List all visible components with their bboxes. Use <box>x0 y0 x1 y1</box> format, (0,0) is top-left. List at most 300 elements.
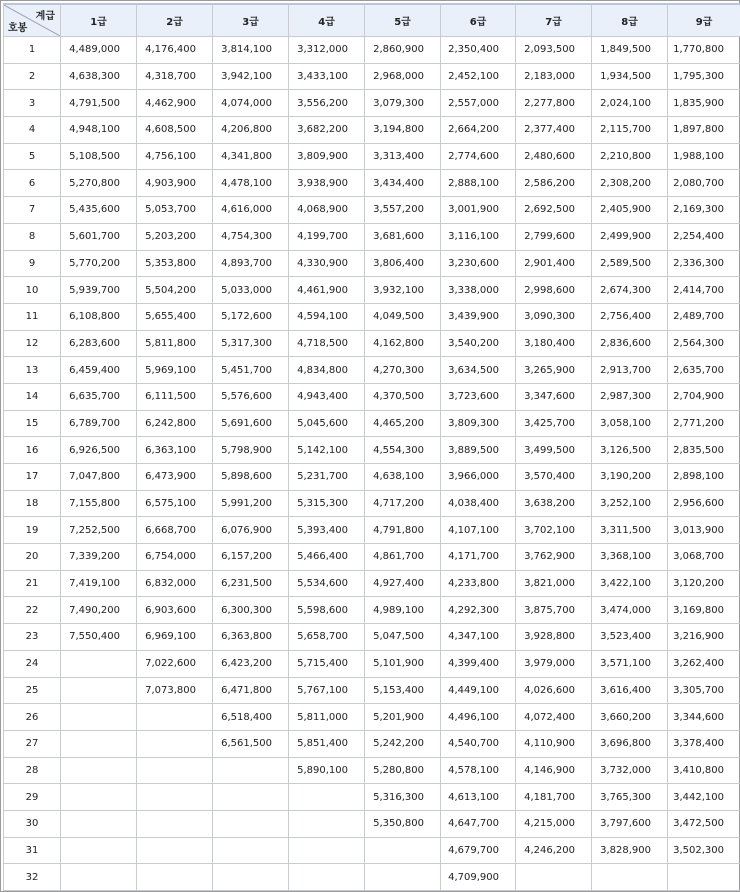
table-row <box>4 517 740 544</box>
salary-cell: 3,540,200 <box>441 330 516 357</box>
salary-cell: 4,578,100 <box>441 757 516 784</box>
salary-cell: 4,347,100 <box>441 624 516 651</box>
salary-cell: 6,300,300 <box>213 597 289 624</box>
salary-cell: 3,932,100 <box>365 277 441 304</box>
salary-cell: 4,861,700 <box>365 544 441 571</box>
salary-cell: 3,474,000 <box>592 597 668 624</box>
step-cell: 12 <box>4 330 61 357</box>
salary-cell: 3,410,800 <box>668 757 740 784</box>
salary-cell: 3,502,300 <box>668 837 740 864</box>
table-row <box>4 357 740 384</box>
table-row <box>4 143 740 170</box>
step-cell: 4 <box>4 117 61 144</box>
salary-cell: 7,550,400 <box>61 624 137 651</box>
salary-cell: 3,814,100 <box>213 37 289 64</box>
salary-cell: 6,231,500 <box>213 570 289 597</box>
salary-cell: 2,987,300 <box>592 383 668 410</box>
step-cell: 31 <box>4 837 61 864</box>
salary-cell: 6,242,800 <box>137 410 213 437</box>
salary-cell: 5,280,800 <box>365 757 441 784</box>
salary-cell: 4,038,400 <box>441 490 516 517</box>
salary-cell: 4,341,800 <box>213 143 289 170</box>
step-cell: 11 <box>4 303 61 330</box>
salary-cell: 4,638,300 <box>61 63 137 90</box>
salary-cell: 3,499,500 <box>516 437 592 464</box>
salary-cell: 3,079,300 <box>365 90 441 117</box>
salary-cell: 2,308,200 <box>592 170 668 197</box>
salary-cell: 5,393,400 <box>289 517 365 544</box>
salary-cell: 3,821,000 <box>516 570 592 597</box>
salary-cell: 4,496,100 <box>441 704 516 731</box>
salary-cell: 6,561,500 <box>213 730 289 757</box>
step-cell: 19 <box>4 517 61 544</box>
salary-cell <box>61 677 137 704</box>
salary-cell <box>289 864 365 891</box>
salary-cell: 3,942,100 <box>213 63 289 90</box>
table-row <box>4 250 740 277</box>
salary-table <box>3 3 740 891</box>
salary-cell: 3,190,200 <box>592 464 668 491</box>
salary-cell: 1,897,800 <box>668 117 740 144</box>
salary-cell: 4,181,700 <box>516 784 592 811</box>
step-cell: 2 <box>4 63 61 90</box>
step-cell: 22 <box>4 597 61 624</box>
salary-cell: 2,480,600 <box>516 143 592 170</box>
salary-cell <box>289 784 365 811</box>
salary-cell: 2,115,700 <box>592 117 668 144</box>
salary-cell: 3,013,900 <box>668 517 740 544</box>
salary-cell: 2,771,200 <box>668 410 740 437</box>
table-row <box>4 330 740 357</box>
salary-cell: 2,898,100 <box>668 464 740 491</box>
salary-cell: 4,638,100 <box>365 464 441 491</box>
salary-cell: 4,465,200 <box>365 410 441 437</box>
salary-cell: 3,262,400 <box>668 650 740 677</box>
salary-cell: 2,210,800 <box>592 143 668 170</box>
salary-cell: 3,378,400 <box>668 730 740 757</box>
step-cell: 23 <box>4 624 61 651</box>
salary-cell: 2,169,300 <box>668 197 740 224</box>
salary-cell: 4,026,600 <box>516 677 592 704</box>
grade-axis-label: 계급 <box>35 11 55 22</box>
salary-cell: 5,851,400 <box>289 730 365 757</box>
salary-cell: 2,336,300 <box>668 250 740 277</box>
salary-cell: 3,368,100 <box>592 544 668 571</box>
salary-cell: 2,080,700 <box>668 170 740 197</box>
salary-cell: 5,350,800 <box>365 810 441 837</box>
salary-cell: 6,363,100 <box>137 437 213 464</box>
salary-cell: 4,717,200 <box>365 490 441 517</box>
salary-cell: 4,834,800 <box>289 357 365 384</box>
salary-cell: 4,647,700 <box>441 810 516 837</box>
salary-cell: 3,434,400 <box>365 170 441 197</box>
salary-cell: 3,702,100 <box>516 517 592 544</box>
salary-cell: 5,201,900 <box>365 704 441 731</box>
table-row <box>4 704 740 731</box>
salary-cell: 5,101,900 <box>365 650 441 677</box>
salary-cell: 3,875,700 <box>516 597 592 624</box>
salary-cell: 3,265,900 <box>516 357 592 384</box>
salary-cell: 5,033,000 <box>213 277 289 304</box>
salary-cell: 2,704,900 <box>668 383 740 410</box>
salary-cell: 2,405,900 <box>592 197 668 224</box>
salary-cell: 3,312,000 <box>289 37 365 64</box>
salary-cell: 3,571,100 <box>592 650 668 677</box>
salary-cell: 6,832,000 <box>137 570 213 597</box>
salary-cell: 3,068,700 <box>668 544 740 571</box>
grade-header: 2급 <box>137 4 213 37</box>
step-cell: 28 <box>4 757 61 784</box>
salary-cell: 4,074,000 <box>213 90 289 117</box>
salary-cell <box>61 864 137 891</box>
salary-cell: 3,889,500 <box>441 437 516 464</box>
salary-cell: 3,305,700 <box>668 677 740 704</box>
salary-cell: 1,835,900 <box>668 90 740 117</box>
salary-cell: 5,715,400 <box>289 650 365 677</box>
salary-cell: 2,835,500 <box>668 437 740 464</box>
salary-cell: 1,849,500 <box>592 37 668 64</box>
salary-cell: 3,422,100 <box>592 570 668 597</box>
salary-cell: 4,679,700 <box>441 837 516 864</box>
salary-cell: 3,762,900 <box>516 544 592 571</box>
step-cell: 6 <box>4 170 61 197</box>
salary-cell: 4,199,700 <box>289 223 365 250</box>
table-row <box>4 837 740 864</box>
table-row <box>4 63 740 90</box>
salary-cell: 3,828,900 <box>592 837 668 864</box>
salary-cell <box>213 784 289 811</box>
salary-cell: 6,926,500 <box>61 437 137 464</box>
salary-cell: 6,076,900 <box>213 517 289 544</box>
table-row <box>4 544 740 571</box>
salary-cell: 2,499,900 <box>592 223 668 250</box>
salary-cell: 6,111,500 <box>137 383 213 410</box>
salary-cell: 2,589,500 <box>592 250 668 277</box>
step-cell: 18 <box>4 490 61 517</box>
salary-cell: 5,315,300 <box>289 490 365 517</box>
salary-cell: 3,194,800 <box>365 117 441 144</box>
salary-cell: 2,888,100 <box>441 170 516 197</box>
salary-cell: 3,311,500 <box>592 517 668 544</box>
salary-cell: 3,230,600 <box>441 250 516 277</box>
step-cell: 14 <box>4 383 61 410</box>
salary-cell: 3,570,400 <box>516 464 592 491</box>
salary-cell: 1,795,300 <box>668 63 740 90</box>
step-cell: 20 <box>4 544 61 571</box>
salary-cell <box>213 837 289 864</box>
salary-cell: 6,903,600 <box>137 597 213 624</box>
salary-cell: 3,696,800 <box>592 730 668 757</box>
grade-header: 5급 <box>365 4 441 37</box>
salary-cell: 3,472,500 <box>668 810 740 837</box>
salary-cell <box>289 810 365 837</box>
salary-cell: 3,216,900 <box>668 624 740 651</box>
salary-cell: 4,072,400 <box>516 704 592 731</box>
salary-cell: 4,461,900 <box>289 277 365 304</box>
salary-cell <box>61 837 137 864</box>
salary-cell: 4,146,900 <box>516 757 592 784</box>
salary-cell <box>61 810 137 837</box>
salary-cell: 3,116,100 <box>441 223 516 250</box>
table-row <box>4 677 740 704</box>
salary-cell: 3,058,100 <box>592 410 668 437</box>
table-row <box>4 223 740 250</box>
salary-cell: 4,215,000 <box>516 810 592 837</box>
salary-cell: 5,242,200 <box>365 730 441 757</box>
salary-cell: 2,956,600 <box>668 490 740 517</box>
salary-cell <box>61 784 137 811</box>
salary-cell: 5,317,300 <box>213 330 289 357</box>
step-cell: 29 <box>4 784 61 811</box>
table-row <box>4 650 740 677</box>
table-row <box>4 37 740 64</box>
salary-cell: 5,798,900 <box>213 437 289 464</box>
salary-cell: 3,120,200 <box>668 570 740 597</box>
salary-cell: 4,893,700 <box>213 250 289 277</box>
salary-cell <box>61 757 137 784</box>
salary-cell: 7,252,500 <box>61 517 137 544</box>
salary-cell: 4,791,500 <box>61 90 137 117</box>
step-cell: 15 <box>4 410 61 437</box>
table-row <box>4 490 740 517</box>
table-row <box>4 170 740 197</box>
salary-cell: 2,093,500 <box>516 37 592 64</box>
salary-cell: 1,770,800 <box>668 37 740 64</box>
salary-cell: 4,756,100 <box>137 143 213 170</box>
table-row <box>4 597 740 624</box>
salary-cell: 2,564,300 <box>668 330 740 357</box>
salary-cell: 4,616,000 <box>213 197 289 224</box>
salary-cell: 6,459,400 <box>61 357 137 384</box>
salary-cell: 4,330,900 <box>289 250 365 277</box>
salary-cell: 4,068,900 <box>289 197 365 224</box>
salary-cell: 5,969,100 <box>137 357 213 384</box>
table-row <box>4 383 740 410</box>
salary-cell: 2,586,200 <box>516 170 592 197</box>
salary-cell: 3,523,400 <box>592 624 668 651</box>
grade-header: 6급 <box>441 4 516 37</box>
salary-cell: 3,347,600 <box>516 383 592 410</box>
salary-cell: 3,638,200 <box>516 490 592 517</box>
table-row <box>4 624 740 651</box>
salary-cell <box>137 864 213 891</box>
salary-cell: 5,890,100 <box>289 757 365 784</box>
salary-cell: 3,797,600 <box>592 810 668 837</box>
salary-cell: 3,660,200 <box>592 704 668 731</box>
salary-cell: 5,898,600 <box>213 464 289 491</box>
salary-cell <box>213 864 289 891</box>
salary-cell: 3,180,400 <box>516 330 592 357</box>
salary-cell: 7,047,800 <box>61 464 137 491</box>
salary-cell: 7,022,600 <box>137 650 213 677</box>
salary-cell <box>137 757 213 784</box>
salary-cell: 6,157,200 <box>213 544 289 571</box>
header-row <box>4 4 740 37</box>
table-row <box>4 197 740 224</box>
salary-cell: 4,107,100 <box>441 517 516 544</box>
salary-cell: 6,789,700 <box>61 410 137 437</box>
salary-cell: 3,809,300 <box>441 410 516 437</box>
salary-cell: 2,756,400 <box>592 303 668 330</box>
salary-cell: 3,338,000 <box>441 277 516 304</box>
salary-cell: 4,292,300 <box>441 597 516 624</box>
salary-cell: 3,001,900 <box>441 197 516 224</box>
salary-cell: 2,968,000 <box>365 63 441 90</box>
salary-cell: 3,809,900 <box>289 143 365 170</box>
salary-cell: 2,674,300 <box>592 277 668 304</box>
salary-cell: 2,377,400 <box>516 117 592 144</box>
salary-cell: 2,452,100 <box>441 63 516 90</box>
salary-cell: 7,073,800 <box>137 677 213 704</box>
step-cell: 3 <box>4 90 61 117</box>
salary-cell: 5,939,700 <box>61 277 137 304</box>
salary-cell: 4,049,500 <box>365 303 441 330</box>
salary-cell: 5,045,600 <box>289 410 365 437</box>
salary-cell: 6,471,800 <box>213 677 289 704</box>
table-row <box>4 570 740 597</box>
table-row <box>4 437 740 464</box>
salary-cell: 3,442,100 <box>668 784 740 811</box>
salary-cell: 3,928,800 <box>516 624 592 651</box>
salary-cell: 3,682,200 <box>289 117 365 144</box>
salary-cell: 3,252,100 <box>592 490 668 517</box>
step-cell: 7 <box>4 197 61 224</box>
step-cell: 9 <box>4 250 61 277</box>
salary-cell: 6,473,900 <box>137 464 213 491</box>
salary-cell: 4,246,200 <box>516 837 592 864</box>
salary-cell <box>592 864 668 891</box>
salary-cell: 2,692,500 <box>516 197 592 224</box>
salary-cell: 6,635,700 <box>61 383 137 410</box>
salary-cell: 3,344,600 <box>668 704 740 731</box>
salary-cell: 4,399,400 <box>441 650 516 677</box>
salary-cell: 3,313,400 <box>365 143 441 170</box>
table-row <box>4 303 740 330</box>
salary-cell: 6,283,600 <box>61 330 137 357</box>
salary-cell: 4,370,500 <box>365 383 441 410</box>
salary-cell: 7,419,100 <box>61 570 137 597</box>
salary-cell <box>668 864 740 891</box>
salary-cell: 5,770,200 <box>61 250 137 277</box>
grade-header: 7급 <box>516 4 592 37</box>
grade-header: 9급 <box>668 4 740 37</box>
salary-cell: 4,462,900 <box>137 90 213 117</box>
salary-cell: 4,948,100 <box>61 117 137 144</box>
salary-cell: 4,927,400 <box>365 570 441 597</box>
salary-cell: 6,423,200 <box>213 650 289 677</box>
salary-cell: 5,811,000 <box>289 704 365 731</box>
salary-cell: 5,601,700 <box>61 223 137 250</box>
salary-cell: 1,934,500 <box>592 63 668 90</box>
salary-cell: 4,318,700 <box>137 63 213 90</box>
step-cell: 24 <box>4 650 61 677</box>
salary-cell <box>61 730 137 757</box>
salary-cell: 5,655,400 <box>137 303 213 330</box>
salary-cell <box>137 730 213 757</box>
salary-cell: 3,634,500 <box>441 357 516 384</box>
salary-cell <box>213 810 289 837</box>
salary-cell: 1,988,100 <box>668 143 740 170</box>
grade-header: 4급 <box>289 4 365 37</box>
salary-cell: 7,155,800 <box>61 490 137 517</box>
salary-cell: 5,270,800 <box>61 170 137 197</box>
salary-cell: 2,254,400 <box>668 223 740 250</box>
salary-cell: 2,998,600 <box>516 277 592 304</box>
salary-cell: 4,540,700 <box>441 730 516 757</box>
step-cell: 8 <box>4 223 61 250</box>
table-row <box>4 730 740 757</box>
salary-cell: 3,765,300 <box>592 784 668 811</box>
salary-cell: 4,176,400 <box>137 37 213 64</box>
salary-cell: 5,534,600 <box>289 570 365 597</box>
salary-cell <box>516 864 592 891</box>
salary-cell: 5,142,100 <box>289 437 365 464</box>
salary-cell: 5,466,400 <box>289 544 365 571</box>
salary-cell: 6,969,100 <box>137 624 213 651</box>
grade-header: 8급 <box>592 4 668 37</box>
salary-cell: 3,723,600 <box>441 383 516 410</box>
salary-cell: 2,350,400 <box>441 37 516 64</box>
salary-cell: 4,594,100 <box>289 303 365 330</box>
salary-cell: 4,613,100 <box>441 784 516 811</box>
salary-cell: 5,053,700 <box>137 197 213 224</box>
salary-cell <box>61 704 137 731</box>
salary-cell: 4,233,800 <box>441 570 516 597</box>
salary-cell: 5,504,200 <box>137 277 213 304</box>
salary-cell: 2,183,000 <box>516 63 592 90</box>
salary-cell: 3,425,700 <box>516 410 592 437</box>
salary-cell <box>137 810 213 837</box>
salary-cell: 5,598,600 <box>289 597 365 624</box>
corner-header <box>4 4 61 37</box>
step-cell: 21 <box>4 570 61 597</box>
step-cell: 17 <box>4 464 61 491</box>
salary-cell: 4,110,900 <box>516 730 592 757</box>
salary-cell: 3,557,200 <box>365 197 441 224</box>
salary-cell <box>137 784 213 811</box>
salary-cell: 2,774,600 <box>441 143 516 170</box>
salary-cell: 2,901,400 <box>516 250 592 277</box>
salary-cell: 4,162,800 <box>365 330 441 357</box>
step-cell: 1 <box>4 37 61 64</box>
salary-cell: 2,635,700 <box>668 357 740 384</box>
salary-cell: 5,811,800 <box>137 330 213 357</box>
salary-cell: 4,903,900 <box>137 170 213 197</box>
salary-cell: 5,767,100 <box>289 677 365 704</box>
salary-cell: 2,860,900 <box>365 37 441 64</box>
salary-cell: 5,231,700 <box>289 464 365 491</box>
salary-cell: 5,172,600 <box>213 303 289 330</box>
salary-cell: 2,664,200 <box>441 117 516 144</box>
salary-cell: 2,557,000 <box>441 90 516 117</box>
salary-cell: 5,316,300 <box>365 784 441 811</box>
salary-cell: 4,791,800 <box>365 517 441 544</box>
salary-cell: 5,203,200 <box>137 223 213 250</box>
salary-cell: 3,966,000 <box>441 464 516 491</box>
salary-cell: 4,718,500 <box>289 330 365 357</box>
salary-cell: 2,799,600 <box>516 223 592 250</box>
salary-cell: 4,989,100 <box>365 597 441 624</box>
step-cell: 5 <box>4 143 61 170</box>
grade-header: 3급 <box>213 4 289 37</box>
step-cell: 10 <box>4 277 61 304</box>
salary-cell <box>289 837 365 864</box>
salary-cell: 6,108,800 <box>61 303 137 330</box>
table-row <box>4 277 740 304</box>
salary-cell: 6,754,000 <box>137 544 213 571</box>
salary-cell: 3,090,300 <box>516 303 592 330</box>
salary-cell: 4,206,800 <box>213 117 289 144</box>
